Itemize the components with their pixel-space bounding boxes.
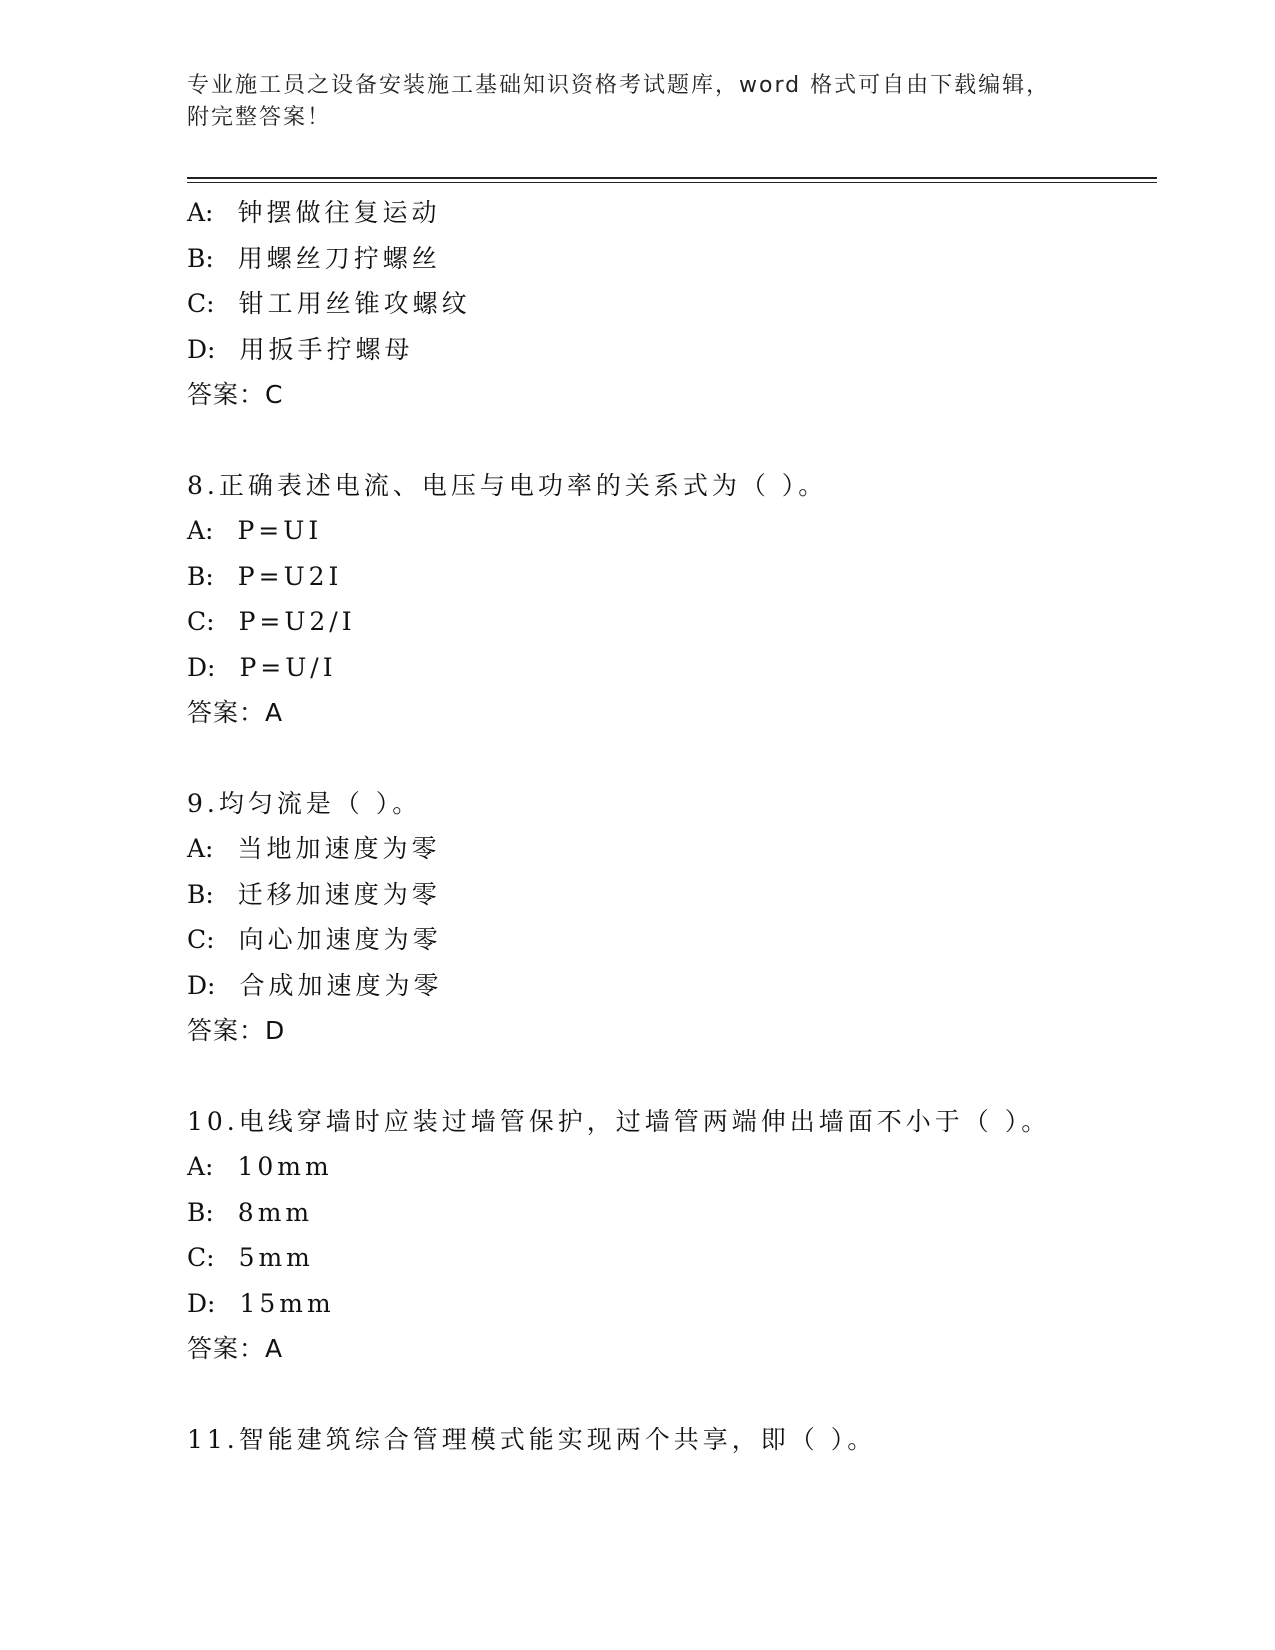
option-label: A:: [187, 516, 214, 545]
option-text: 当地加速度为零: [237, 834, 441, 863]
option-b: [187, 1190, 1157, 1236]
option-text: P=UI: [237, 516, 323, 545]
option-label: D:: [187, 1288, 216, 1318]
option-label: B:: [187, 561, 214, 591]
option-d: [187, 963, 1157, 1009]
option-label: A:: [187, 198, 214, 227]
answer-line: 答案：D: [187, 1016, 286, 1045]
question-stem: 11.智能建筑综合管理模式能实现两个共享，即（ ）。: [187, 1424, 877, 1454]
option-label: B:: [187, 243, 214, 273]
option-text: 8mm: [237, 1197, 314, 1227]
option-a: [187, 826, 1157, 872]
option-text: 迁移加速度为零: [237, 879, 441, 909]
option-label: D:: [187, 652, 216, 682]
option-text: 钳工用丝锥攻螺纹: [238, 289, 471, 318]
option-d: [187, 645, 1157, 691]
option-c: [187, 599, 1157, 645]
option-label: C:: [187, 289, 215, 318]
option-text: 10mm: [237, 1152, 333, 1181]
option-label: D:: [187, 334, 216, 364]
question-stem: 8.正确表述电流、电压与电功率的关系式为（ ）。: [187, 470, 828, 500]
option-c: [187, 917, 1157, 963]
option-a: [187, 508, 1157, 554]
option-text: 钟摆做往复运动: [237, 198, 441, 227]
option-text: P=U2/I: [238, 607, 356, 636]
question-list: [187, 190, 1157, 1462]
option-b: [187, 872, 1157, 918]
option-text: 用螺丝刀拧螺丝: [237, 243, 441, 273]
answer-line: 答案：C: [187, 380, 284, 409]
option-text: 用扳手拧螺母: [239, 334, 414, 364]
answer-line: 答案：A: [187, 1334, 284, 1363]
option-a: [187, 1144, 1157, 1190]
question-stem: 9.均匀流是（ ）。: [187, 788, 422, 818]
option-text: 合成加速度为零: [239, 970, 443, 1000]
option-label: B:: [187, 879, 214, 909]
option-text: 向心加速度为零: [238, 925, 442, 954]
option-d: [187, 327, 1157, 373]
option-b: [187, 236, 1157, 282]
option-text: P=U/I: [239, 652, 337, 682]
option-text: P=U2I: [237, 561, 343, 591]
header-line-1: 专业施工员之设备安装施工基础知识资格考试题库，word 格式可自由下载编辑，: [187, 73, 1051, 98]
option-label: D:: [187, 970, 216, 1000]
option-d: [187, 1281, 1157, 1327]
answer-line: 答案：A: [187, 698, 284, 727]
option-text: 5mm: [238, 1243, 314, 1272]
header-line-2: 附完整答案！: [187, 105, 332, 130]
option-c: [187, 281, 1157, 327]
option-label: B:: [187, 1197, 214, 1227]
option-c: [187, 1235, 1157, 1281]
option-b: [187, 554, 1157, 600]
header-divider: [187, 177, 1157, 183]
option-label: A:: [187, 1152, 214, 1181]
option-text: 15mm: [239, 1288, 335, 1318]
option-label: C:: [187, 607, 215, 636]
option-a: [187, 190, 1157, 236]
question-stem: 10.电线穿墙时应装过墙管保护，过墙管两端伸出墙面不小于（ ）。: [187, 1106, 1051, 1136]
option-label: C:: [187, 1243, 215, 1272]
option-label: C:: [187, 925, 215, 954]
document-header: [187, 70, 1087, 134]
option-label: A:: [187, 834, 214, 863]
